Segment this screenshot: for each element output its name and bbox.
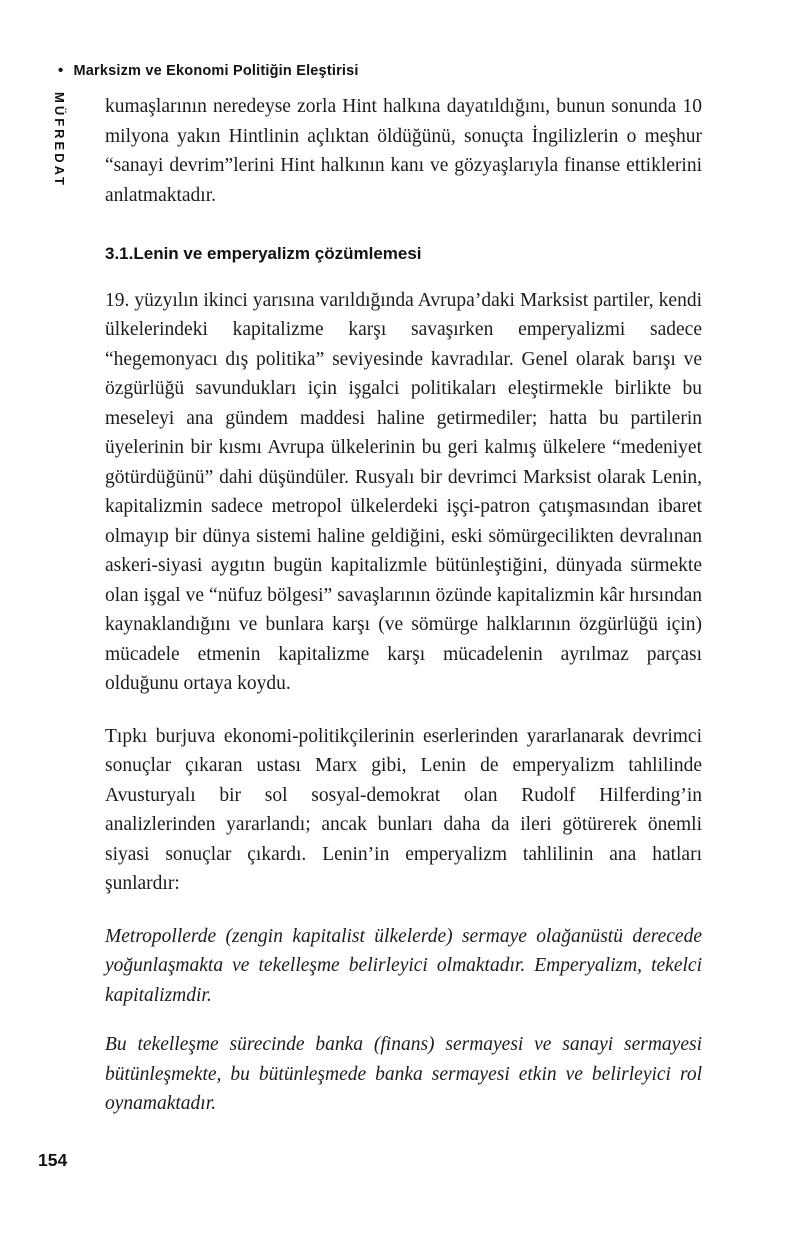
running-header-title: Marksizm ve Ekonomi Politiğin Eleştirisi (73, 63, 359, 79)
sidebar-vertical-label: MÜFREDAT (52, 92, 67, 188)
running-header (58, 62, 359, 79)
page-number: 154 (38, 1150, 68, 1170)
section-heading: 3.1.Lenin ve emperyalizm çözümlemesi (105, 244, 422, 263)
paragraph: Tıpkı burjuva ekonomi-politikçilerinin eserlerinden yararlanarak devrimci sonuçlar çıkaran ustası Marx gibi, Lenin de emperyalizm tahlilinde Avusturyalı bir sol sosyal-demokrat olan Rudolf Hilferding’in analizlerinden yararlandı; ancak bunları daha da ileri götürerek önemli siyasi sonuçlar çıkardı. Lenin’in emperyalizm tahlilinin ana hatları şunlardır: (105, 725, 702, 894)
bullet-icon: • (58, 62, 64, 79)
paragraph-italic: Metropollerde (zengin kapitalist ülkelerde) sermaye olağanüstü derecede yoğunlaşmakta ve tekelleşme belirleyici olmaktadır. Emperyalizm, tekelci kapitalizmdir. (105, 925, 702, 1006)
paragraph: 19. yüzyılın ikinci yarısına varıldığında Avrupa’daki Marksist partiler, kendi ülkelerindeki kapitalizme karşı savaşırken emperyalizmi sadece “hegemonyacı dış politika” seviyesinde kavradılar. Genel olarak barışı ve özgürlüğü savundukları için işgalci politikaları eleştirmekle birlikte bu meseleyi ana gündem maddesi haline getirmediler; hatta bu partilerin üyelerinin bir kısmı Avrupa ülkelerinin bu geri kalmış ülkelere “medeniyet götürdüğünü” dahi düşündüler. Rusyalı bir devrimci Marksist olarak Lenin, kapitalizmin sadece metropol ülkelerdeki işçi-patron çatışmasından ibaret olmayıp bir dünya sistemi haline geldiğini, eski sömürgecilikten devralınan askeri-siyasi aygıtın bugün kapitalizmle bütünleştiğini, dünyada sürmekte olan işgal ve “nüfuz bölgesi” savaşlarının özünde kapitalizmin kâr hırsından kaynaklandığını ve bunlara karşı (ve sömürge halklarının özgürlüğü için) mücadele etmenin kapitalizme karşı mücadelenin ayrılmaz parçası olduğunu ortaya koydu. (105, 289, 702, 694)
paragraph: kumaşlarının neredeyse zorla Hint halkına dayatıldığını, bunun sonunda 10 milyona yakın Hintlinin açlıktan öldüğünü, sonuçta İngilizlerin o meşhur “sanayi devrim”lerini Hint halkının kanı ve gözyaşlarıyla finanse ettiklerini anlatmaktadır. (105, 96, 702, 206)
body-text-column (105, 92, 702, 1139)
paragraph-italic: Bu tekelleşme sürecinde banka (finans) sermayesi ve sanayi sermayesi bütünleşmekte, bu bütünleşmede banka sermayesi etkin ve belirleyici rol oynamaktadır. (105, 1034, 702, 1114)
